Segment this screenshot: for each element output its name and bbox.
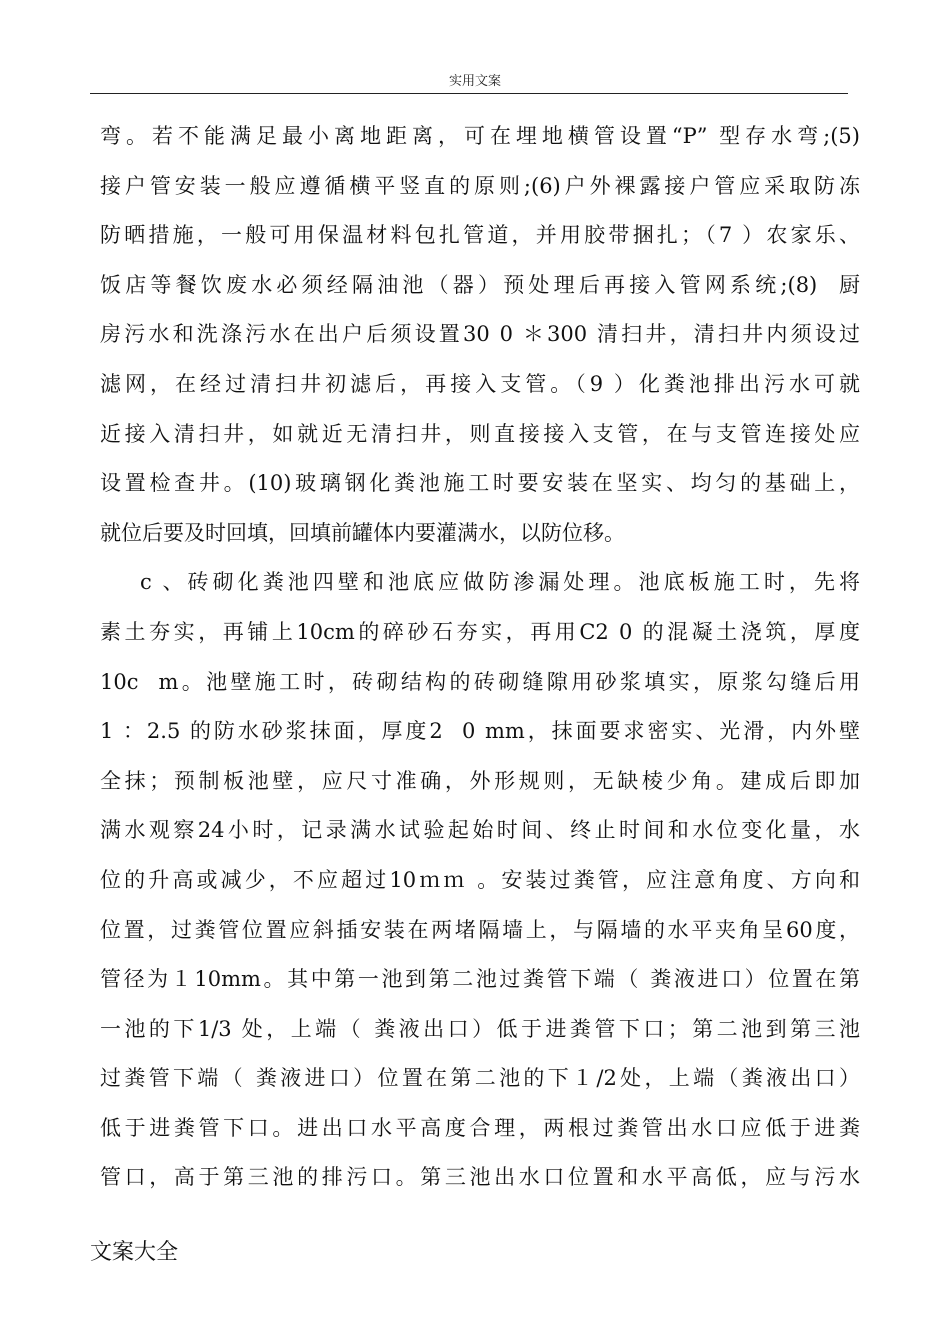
text-line: 过粪管下端（ 粪液进口）位置在第二池的下１/2处，上端（粪液出口） bbox=[100, 1066, 860, 1091]
text-line: 就位后要及时回填，回填前罐体内要灌满水，以防位移。 bbox=[100, 520, 625, 545]
document-body bbox=[100, 118, 860, 1209]
text-line: 满水观察24小时，记录满水试验起始时间、终止时间和水位变化量，水 bbox=[100, 818, 860, 843]
text-line: 弯。若不能满足最小离地距离，可在埋地横管设置“P” 型存水弯;(5) bbox=[100, 124, 860, 148]
paragraph-2 bbox=[100, 564, 860, 1209]
text-line: 滤网，在经过清扫井初滤后，再接入支管。（9 ）化粪池排出污水可就 bbox=[100, 371, 860, 396]
text-line: 位置，过粪管位置应斜插安装在两堵隔墙上，与隔墙的水平夹角呈60度， bbox=[100, 917, 860, 942]
text-line: 饭店等餐饮废水必须经隔油池（器）预处理后再接入管网系统;(8) 厨 bbox=[100, 272, 860, 297]
text-line: 全抹；预制板池壁，应尺寸准确，外形规则，无缺棱少角。建成后即加 bbox=[100, 768, 860, 793]
page-footer: 文案大全 bbox=[90, 1240, 179, 1265]
text-line: 设置检查井。(10)玻璃钢化粪池施工时要安装在坚实、均匀的基础上， bbox=[100, 471, 860, 496]
text-line: 一池的下1/3 处，上端（ 粪液出口）低于进粪管下口；第二池到第三池 bbox=[100, 1016, 860, 1041]
text-line: 管口，高于第三池的排污口。第三池出水口位置和水平高低，应与污水 bbox=[100, 1165, 860, 1190]
text-line: 10c m。池壁施工时，砖砌结构的砖砌缝隙用砂浆填实，原浆勾缝后用 bbox=[100, 669, 860, 694]
text-line: 接户管安装一般应遵循横平竖直的原则;(6)户外裸露接户管应采取防冻 bbox=[100, 173, 860, 198]
text-line: 位的升高或减少，不应超过10ｍｍ 。安装过粪管，应注意角度、方向和 bbox=[100, 867, 860, 892]
text-line: 防晒措施，一般可用保温材料包扎管道，并用胶带捆扎；（7 ）农家乐、 bbox=[100, 223, 860, 248]
text-line: c 、砖砌化粪池四壁和池底应做防渗漏处理。池底板施工时，先将 bbox=[140, 570, 860, 595]
header-divider bbox=[90, 93, 848, 94]
page-header: 实用文案 bbox=[448, 74, 501, 89]
text-line: 低于进粪管下口。进出口水平高度合理，两根过粪管出水口应低于进粪 bbox=[100, 1115, 860, 1140]
text-line: 素土夯实，再铺上10cm的碎砂石夯实，再用C2 0 的混凝土浇筑，厚度 bbox=[100, 619, 860, 644]
text-line: 房污水和洗涤污水在出户后须设置30 0 ＊300 清扫井，清扫井内须设过 bbox=[100, 322, 860, 347]
paragraph-1 bbox=[100, 118, 860, 564]
text-line: 管径为１10mm。其中第一池到第二池过粪管下端（ 粪液进口）位置在第 bbox=[100, 967, 860, 992]
text-line: 近接入清扫井，如就近无清扫井，则直接接入支管，在与支管连接处应 bbox=[100, 421, 860, 446]
text-line: 1 ：2.5 的防水砂浆抹面，厚度2 0 mm，抹面要求密实、光滑，内外壁 bbox=[100, 719, 860, 744]
